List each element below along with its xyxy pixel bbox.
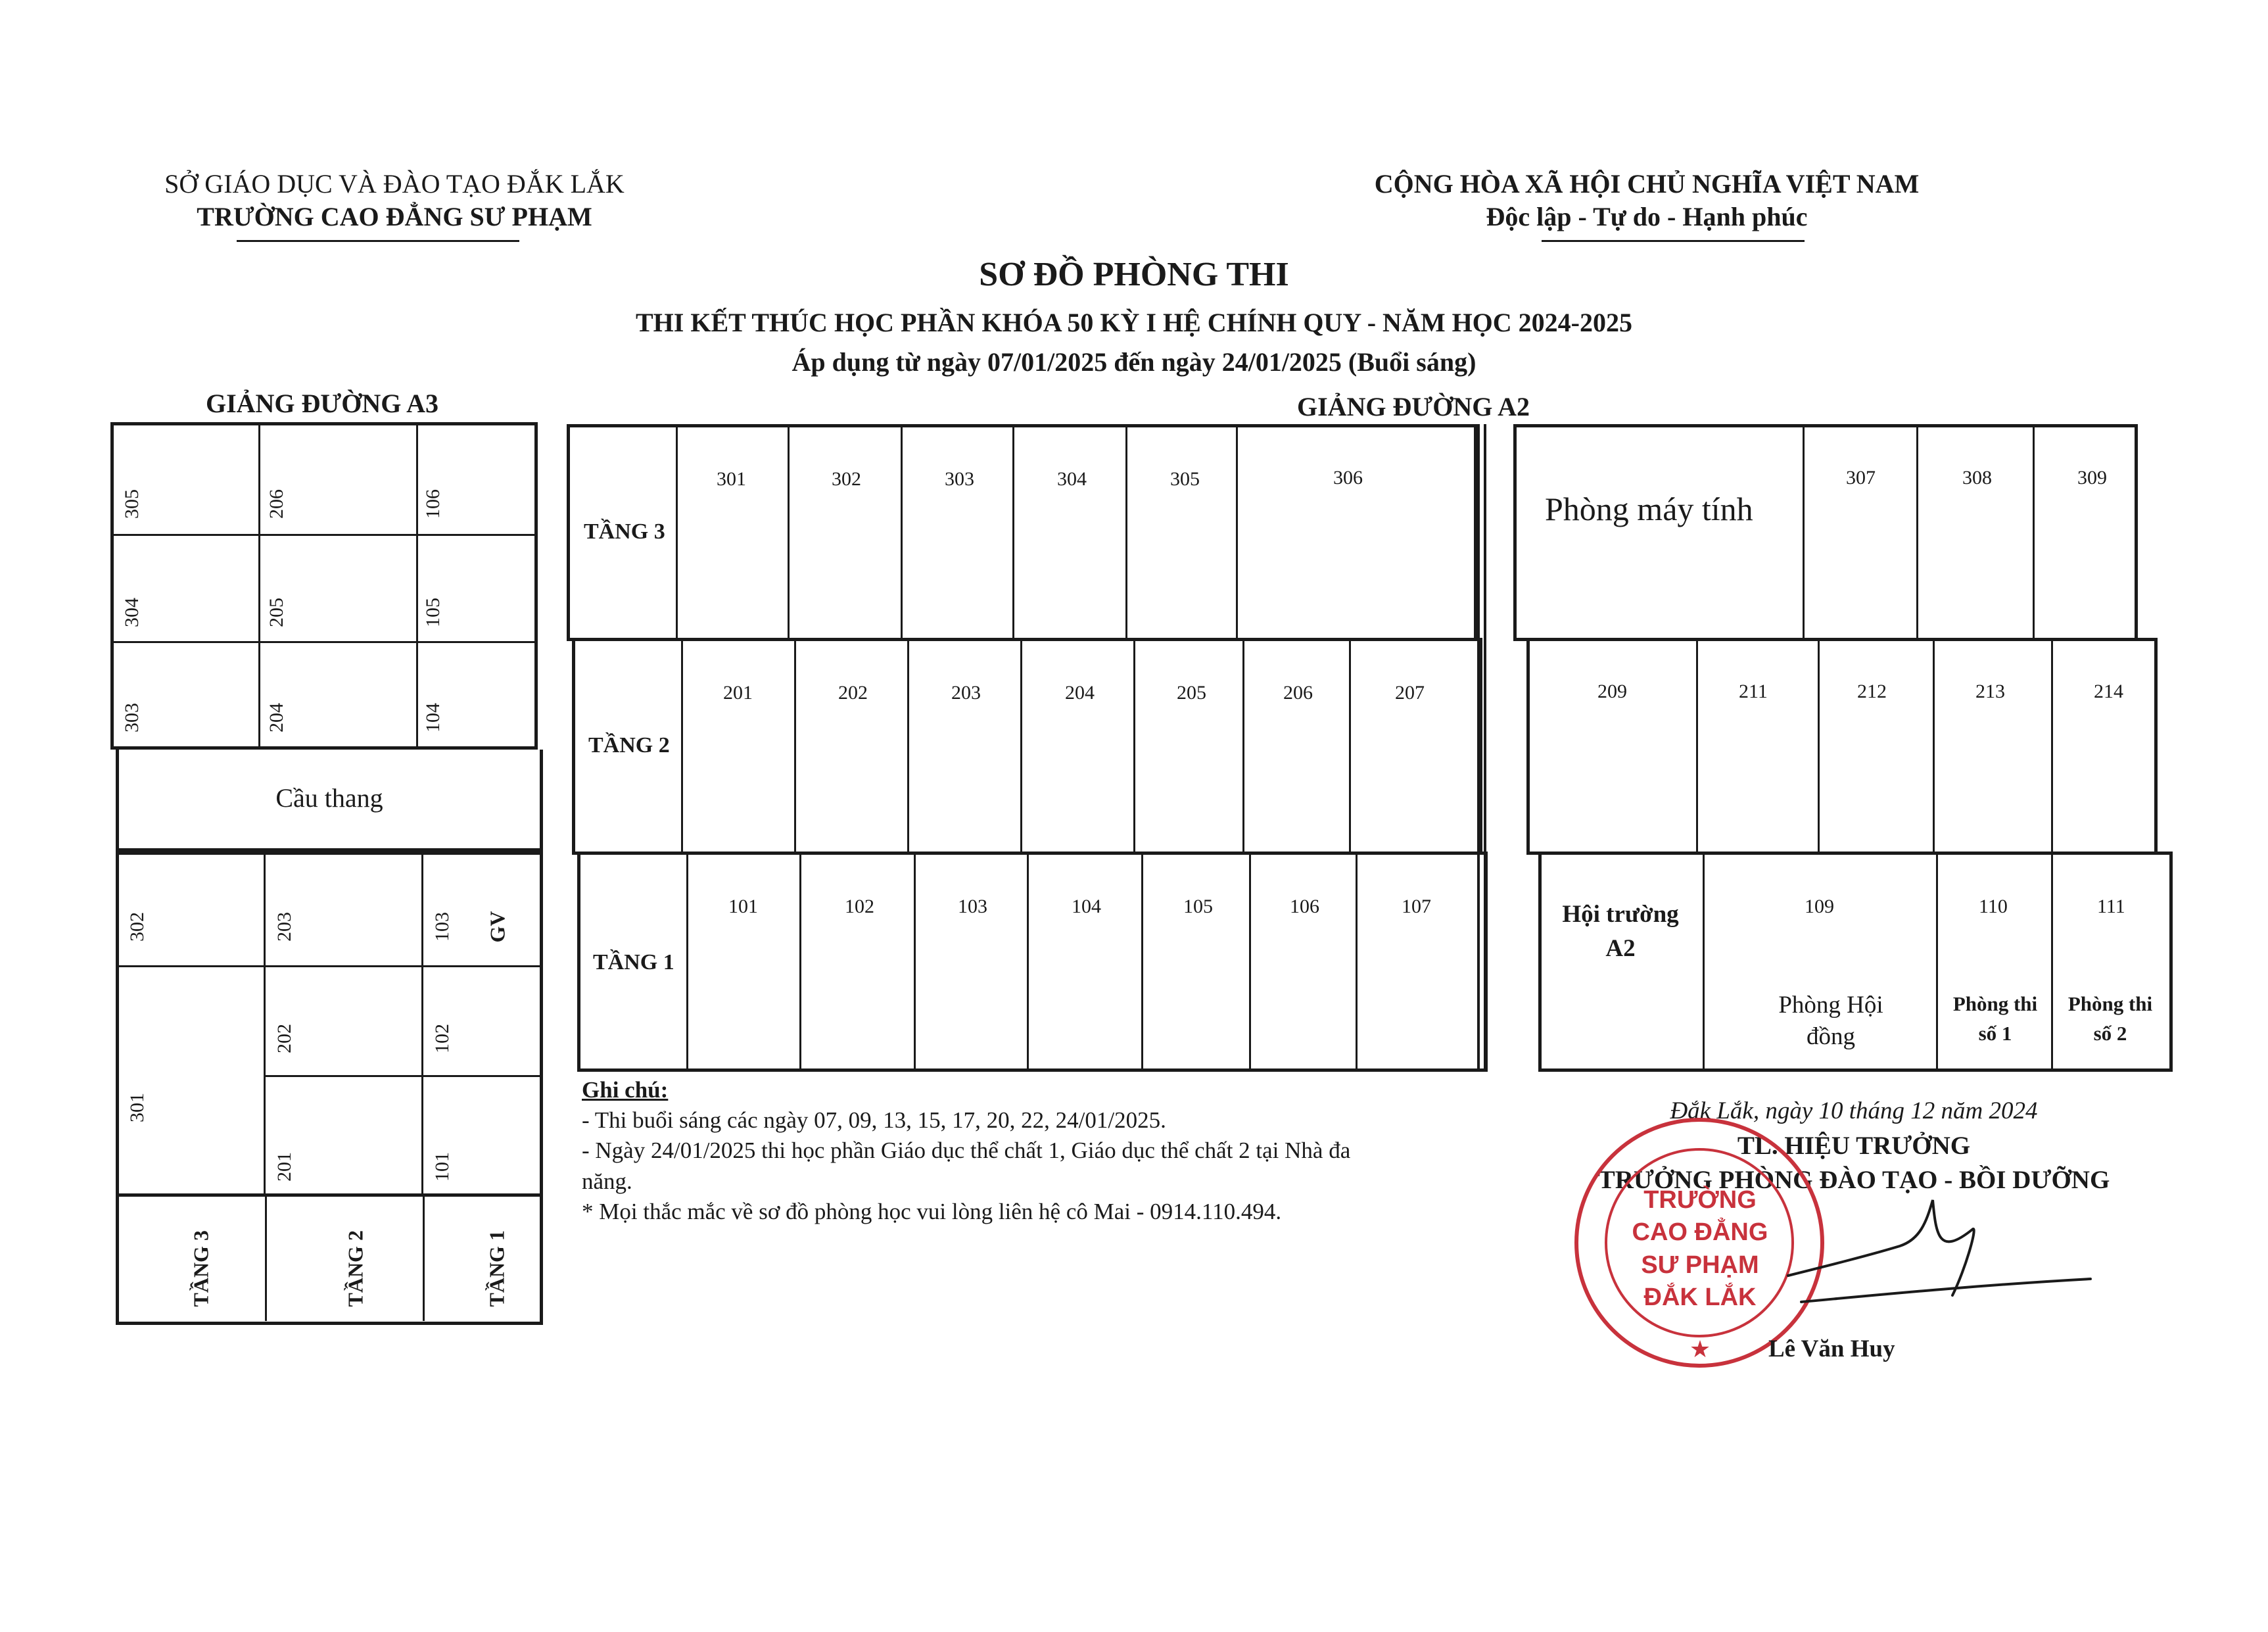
room-a2-102: 102: [845, 896, 874, 917]
room-a2-104: 104: [1072, 896, 1101, 917]
room-a3-206: 206: [266, 489, 287, 519]
a2-floor2-left: [572, 638, 1482, 855]
room-a2-309: 309: [2077, 467, 2107, 489]
room-a3-104: 104: [422, 703, 444, 732]
handwritten-signature: [1775, 1197, 2104, 1341]
room-a2-106: 106: [1290, 896, 1319, 917]
room-a2-204: 204: [1065, 682, 1095, 704]
room-a2-110: 110: [1979, 896, 2008, 917]
room-a3-303: 303: [121, 703, 143, 732]
document-title: SƠ ĐỒ PHÒNG THI: [979, 256, 1289, 293]
room-a2-211: 211: [1739, 681, 1768, 702]
a2-floor-2-label: TẦNG 2: [588, 733, 670, 757]
exam-subtitle: THI KẾT THÚC HỌC PHẦN KHÓA 50 KỲ I HỆ CHÍNH QUY - NĂM HỌC 2024-2025: [635, 308, 1632, 337]
note-line-1: - Thi buổi sáng các ngày 07, 09, 13, 15, 17, 20, 22, 24/01/2025.: [582, 1107, 1166, 1134]
notes-block: [582, 1075, 1535, 1227]
a2-floor-1-label: TẦNG 1: [593, 950, 674, 974]
room-a2-301: 301: [717, 468, 746, 490]
room-a3-102: 102: [431, 1024, 453, 1053]
room-a3-304: 304: [121, 598, 143, 627]
assembly-hall: Hội trường A2: [1562, 901, 1679, 962]
school-name: TRƯỜNG CAO ĐẲNG SƯ PHẠM: [197, 202, 592, 231]
room-a3-205: 205: [266, 598, 287, 627]
room-a2-201: 201: [723, 682, 753, 704]
note-line-3: * Mọi thắc mắc về sơ đồ phòng học vui lòng liên hệ cô Mai - 0914.110.494.: [582, 1198, 1282, 1224]
a2-floor2-right: [1526, 638, 2158, 855]
a3-stairs: [116, 750, 543, 852]
a3-floor-2: TẦNG 2: [343, 1230, 367, 1307]
room-a2-207: 207: [1395, 682, 1425, 704]
room-a2-206: 206: [1283, 682, 1313, 704]
room-a3-106: 106: [422, 489, 444, 519]
a3-floor-1: TẦNG 1: [484, 1230, 509, 1307]
room-a2-306: 306: [1333, 467, 1363, 489]
a2-title: GIẢNG ĐƯỜNG A2: [1296, 392, 1530, 421]
place-date: Đắk Lắk, ngày 10 tháng 12 năm 2024: [1670, 1097, 2038, 1124]
a3-floor-strip: [116, 1193, 543, 1325]
a2-floor1-left: [577, 852, 1488, 1072]
room-a2-214: 214: [2094, 681, 2123, 702]
room-a2-308: 308: [1962, 467, 1992, 489]
a3-lower-block: [116, 852, 543, 1197]
room-a2-109: 109: [1805, 896, 1834, 917]
room-a2-213: 213: [1975, 681, 2005, 702]
room-a2-203: 203: [951, 682, 981, 704]
sign-role-1: TL. HIỆU TRƯỞNG: [1737, 1132, 1971, 1160]
council-room-label: Phòng Hội đồng: [1778, 992, 1883, 1051]
room-a2-111: 111: [2097, 896, 2125, 917]
a3-floor-3: TẦNG 3: [189, 1230, 213, 1307]
official-stamp: TRƯỜNG CAO ĐẲNG SƯ PHẠM ĐẮK LẮK ★: [1574, 1118, 1824, 1368]
national-heading: [1335, 168, 1959, 233]
issuer-block: [99, 168, 690, 233]
gv-label: GV: [485, 911, 509, 943]
room-a2-304: 304: [1057, 468, 1087, 490]
room-a3-202: 202: [273, 1024, 295, 1053]
a3-upper-block: [110, 422, 538, 750]
note-line-2b: năng.: [582, 1168, 632, 1194]
a2-building: [567, 424, 2138, 1078]
room-a2-107: 107: [1402, 896, 1431, 917]
room-a2-302: 302: [832, 468, 861, 490]
note-line-2a: - Ngày 24/01/2025 thi học phần Giáo dục thể chất 1, Giáo dục thể chất 2 tại Nhà đa: [582, 1138, 1351, 1164]
room-a3-302: 302: [126, 912, 148, 942]
room-a3-204: 204: [266, 703, 287, 732]
issuer-underline: [237, 240, 519, 242]
a2-floor3-left: [567, 424, 1477, 641]
signer-name: Lê Văn Huy: [1768, 1335, 1895, 1362]
room-a3-305: 305: [121, 489, 143, 519]
a3-title: GIẢNG ĐƯỜNG A3: [205, 389, 439, 418]
a2-floor-3-label: TẦNG 3: [584, 519, 665, 544]
exam-room-2-label: Phòng thi số 2: [2067, 992, 2153, 1045]
room-a2-105: 105: [1183, 896, 1213, 917]
motto-underline: [1542, 240, 1805, 242]
room-a2-305: 305: [1170, 468, 1200, 490]
room-a3-103: 103: [431, 912, 453, 942]
notes-title: Ghi chú:: [582, 1077, 669, 1103]
country-name: CỘNG HÒA XÃ HỘI CHỦ NGHĨA VIỆT NAM: [1374, 169, 1920, 199]
room-a2-205: 205: [1177, 682, 1206, 704]
computer-room: Phòng máy tính: [1545, 491, 1753, 527]
room-a3-201: 201: [273, 1152, 295, 1182]
sign-role-2: TRƯỞNG PHÒNG ĐÀO TẠO - BỒI DƯỠNG: [1597, 1166, 2110, 1194]
room-a2-209: 209: [1597, 681, 1627, 702]
room-a3-301: 301: [126, 1093, 148, 1122]
exam-room-1-label: Phòng thi số 1: [1952, 992, 2038, 1045]
room-a3-203: 203: [273, 912, 295, 942]
stamp-text: TRƯỜNG CAO ĐẲNG SƯ PHẠM ĐẮK LẮK: [1632, 1186, 1768, 1312]
room-a2-307: 307: [1846, 467, 1876, 489]
room-a2-101: 101: [728, 896, 758, 917]
a2-floor3-right: [1513, 424, 2138, 641]
stairs-label: Cầu thang: [275, 783, 383, 813]
room-a2-212: 212: [1857, 681, 1887, 702]
date-range: Áp dụng từ ngày 07/01/2025 đến ngày 24/01/2025 (Buổi sáng): [791, 347, 1477, 377]
department-name: SỞ GIÁO DỤC VÀ ĐÀO TẠO ĐẮK LẮK: [164, 169, 625, 199]
room-a3-105: 105: [422, 598, 444, 627]
motto: Độc lập - Tự do - Hạnh phúc: [1486, 202, 1808, 231]
room-a2-103: 103: [958, 896, 987, 917]
room-a3-101: 101: [431, 1152, 453, 1182]
room-a2-202: 202: [838, 682, 868, 704]
room-a2-303: 303: [945, 468, 974, 490]
